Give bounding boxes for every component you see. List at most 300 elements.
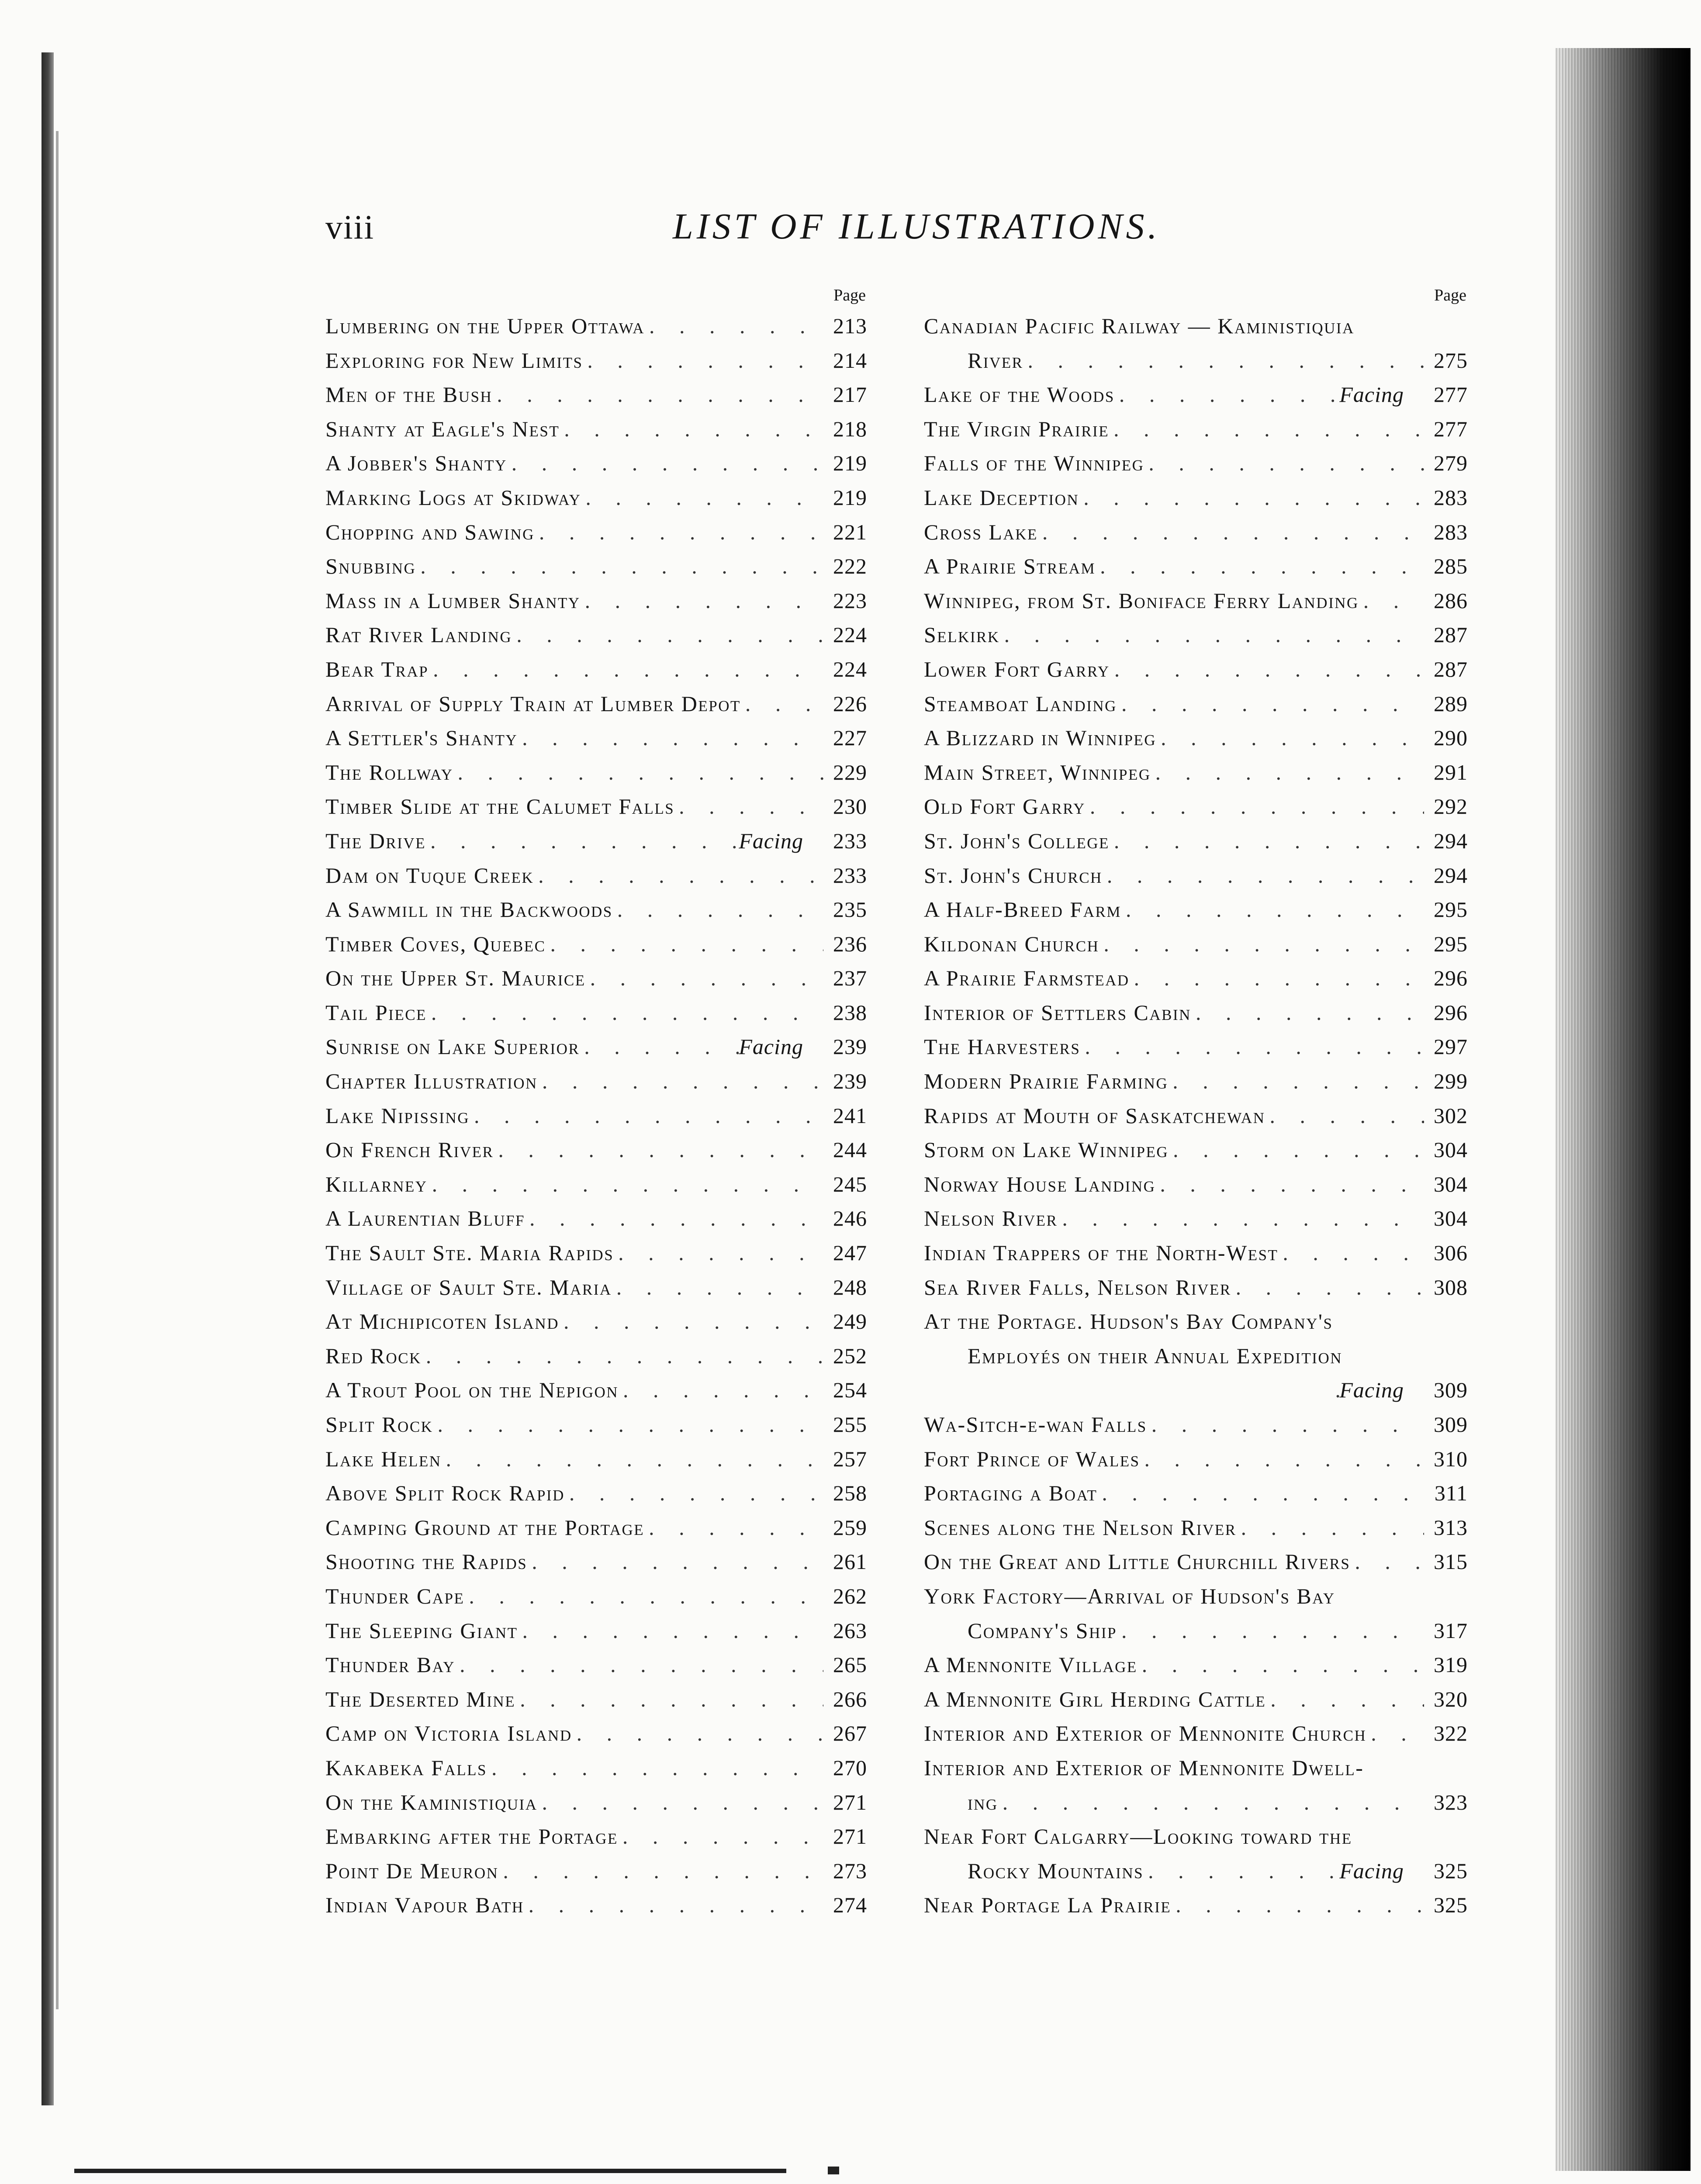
list-item [325,1751,867,1785]
entry-line [924,1407,1468,1442]
entry-page: 294 [1434,828,1468,853]
entry-title: Tail Piece [325,1000,427,1025]
list-item [325,721,867,755]
dot-leader [741,687,823,721]
dot-leader [487,1751,823,1785]
dot-leader [1117,687,1424,721]
entry-line [924,343,1468,378]
entry-page: 273 [833,1858,867,1883]
list-item [924,789,1468,824]
entry-page: 229 [833,760,867,784]
list-item [924,1648,1468,1682]
dot-leader [1110,824,1424,858]
entry-page: 325 [1434,1858,1468,1883]
entry-title: Indian Trappers of the North-West [924,1241,1279,1265]
entry-line [325,927,867,961]
entry-page: 271 [833,1790,867,1814]
list-item [325,480,867,515]
dot-leader [1331,1373,1339,1407]
entry-title: Portaging a Boat [924,1481,1098,1506]
entry-line [924,1476,1468,1510]
entry-title: Modern Prairie Farming [924,1069,1169,1094]
entry-line [325,377,867,412]
entry-line [325,892,867,927]
entry-title: A Mennonite Girl Herding Cattle [924,1686,1266,1711]
entry-page: 296 [1434,1000,1468,1025]
entry-title: A Half-Breed Farm [924,897,1122,922]
entry-page: 309 [1434,1378,1468,1403]
entry-line [924,446,1468,480]
entry-page: 287 [1434,657,1468,681]
list-item [924,1270,1468,1305]
dot-leader [614,1236,823,1270]
entry-line [924,1133,1468,1167]
entry-line [325,1030,867,1064]
list-item [924,1201,1468,1236]
entry-title: Kakabeka Falls [325,1755,487,1780]
entry-title: Shooting the Rapids [325,1549,528,1574]
entry-page: 239 [833,1034,867,1059]
dot-leader [453,755,823,790]
dot-leader [507,446,823,480]
list-item [924,1716,1468,1751]
list-item [325,1819,867,1854]
entry-line [325,1888,867,1922]
entry-title: Interior and Exterior of Mennonite Dwell- [924,1755,1364,1780]
left-binding-shadow [41,52,54,2105]
entry-line [325,824,867,858]
entry-line [924,961,1468,995]
entry-page: 325 [1434,1893,1468,1918]
list-item [924,480,1468,515]
list-item [325,892,867,927]
dot-leader [1265,1099,1424,1133]
entry-line [325,1270,867,1305]
dot-leader [1191,995,1424,1030]
entry-page: 274 [833,1893,867,1918]
dot-leader [1130,961,1424,995]
dot-leader [1144,1854,1339,1888]
entry-line [325,1579,867,1614]
page-column-heading: Page [833,286,866,304]
dot-leader [559,1304,823,1339]
entry-page: 302 [1434,1103,1468,1128]
list-item [924,961,1468,995]
illustration-list-left [325,309,867,1922]
entry-line [924,618,1468,652]
entry-line [924,1030,1468,1064]
entry-title: A Trout Pool on the Nepigon [325,1378,619,1403]
dot-leader [1096,549,1424,584]
entry-line [325,789,867,824]
entry-page: 235 [833,897,867,922]
entry-page: 297 [1434,1034,1468,1059]
entry-line [924,1888,1468,1922]
dot-leader [1231,1270,1424,1305]
dot-leader [534,858,823,893]
list-item [924,1064,1468,1099]
entry-line [325,721,867,755]
entry-title: A Settler's Shanty [325,726,518,750]
entry-title: The Deserted Mine [325,1686,516,1711]
dot-leader [492,377,823,412]
entry-line [325,1201,867,1236]
entry-page: 304 [1434,1171,1468,1196]
dot-leader [512,618,823,652]
entry-line [924,1339,1468,1373]
entry-title: A Sawmill in the Backwoods [325,897,613,922]
entry-page: 304 [1434,1206,1468,1231]
entry-line [924,1373,1468,1407]
entry-title: Winnipeg, from St. Boniface Ferry Landing [924,588,1359,613]
list-item [325,343,867,378]
list-item [325,1854,867,1888]
entry-title: Chopping and Sawing [325,519,535,544]
entry-line [325,1854,867,1888]
entry-page: 313 [1434,1515,1468,1540]
list-item [924,824,1468,858]
entry-page: 213 [833,314,867,338]
entry-line [325,1785,867,1820]
entry-page: 219 [833,451,867,476]
entry-page: 257 [833,1446,867,1471]
list-item [325,1373,867,1407]
dot-leader [1000,618,1424,652]
entry-line [325,1442,867,1476]
list-item [924,1682,1468,1717]
entry-line [325,1682,867,1717]
entry-title: Lake Helen [325,1446,442,1471]
entry-title: Interior of Settlers Cabin [924,1000,1191,1025]
list-item [325,1476,867,1510]
list-item [924,721,1468,755]
dot-leader [494,1133,823,1167]
list-item [325,789,867,824]
facing-label: Facing [1339,1378,1404,1403]
left-binding-edge [56,131,59,2009]
entry-title: Dam on Tuque Creek [325,863,534,888]
entry-page: 310 [1434,1446,1468,1471]
dot-leader [1278,1236,1424,1270]
dot-leader [1155,1167,1424,1202]
entry-title: On the Great and Little Churchill Rivers [924,1549,1351,1574]
entry-line [924,412,1468,446]
dot-leader [464,1579,823,1614]
entry-title-continued: Employés on their Annual Expedition [968,1343,1343,1368]
entry-page: 245 [833,1171,867,1196]
entry-title: Thunder Cape [325,1583,465,1608]
entry-title: The Sleeping Giant [325,1618,518,1643]
entry-page: 238 [833,1000,867,1025]
page-title: LIST OF ILLUSTRATIONS. [673,206,1161,247]
entry-title: Exploring for New Limits [325,348,583,373]
dot-leader [498,1854,823,1888]
list-item [325,927,867,961]
entry-line [924,1751,1468,1785]
entry-line [924,1716,1468,1751]
list-item [924,1579,1468,1648]
entry-page: 283 [1434,519,1468,544]
list-item [325,446,867,480]
entry-title: A Jobber's Shanty [325,451,507,476]
entry-line [924,995,1468,1030]
dot-leader [422,1339,823,1373]
entry-title: Split Rock [325,1412,433,1437]
right-column [924,282,1468,1922]
entry-line [325,618,867,652]
dot-leader [618,1819,823,1854]
list-item [924,755,1468,790]
entry-page: 292 [1434,794,1468,819]
entry-line [924,1682,1468,1717]
entry-line [924,1099,1468,1133]
entry-page: 221 [833,519,867,544]
list-item [924,1545,1468,1579]
dot-leader [1237,1510,1424,1545]
list-item [924,618,1468,652]
list-item [325,687,867,721]
entry-title: Rat River Landing [325,622,512,647]
entry-page: 223 [833,588,867,613]
entry-title: At Michipicoten Island [325,1309,559,1334]
list-item [924,446,1468,480]
entry-page: 320 [1434,1686,1468,1711]
list-item [924,584,1468,618]
entry-line [325,1510,867,1545]
dot-leader [525,1201,823,1236]
list-item [924,1476,1468,1510]
entry-line [325,480,867,515]
entry-title: The Harvesters [924,1034,1081,1059]
entry-title: Marking Logs at Skidway [325,485,581,510]
dot-leader [586,961,823,995]
entry-line [325,584,867,618]
dot-leader [1366,1716,1424,1751]
entry-page: 236 [833,931,867,956]
entry-title: St. John's College [924,828,1110,853]
dot-leader [1168,1064,1424,1099]
bottom-page-edge [74,2169,786,2173]
entry-line [924,755,1468,790]
dot-leader [998,1785,1424,1820]
entry-page: 323 [1434,1790,1468,1814]
entry-page: 237 [833,966,867,991]
entry-page: 224 [833,622,867,647]
dot-leader [1109,412,1424,446]
entry-page: 309 [1434,1412,1468,1437]
entry-line [924,892,1468,927]
list-item [325,1201,867,1236]
entry-line [924,1270,1468,1305]
entry-title: At the Portage. Hudson's Bay Company's [924,1309,1333,1334]
entry-page: 283 [1434,485,1468,510]
facing-label: Facing [739,1034,803,1059]
list-item [325,1648,867,1682]
entry-title: Canadian Pacific Railway — Kaministiquia [924,314,1355,338]
dot-leader [1086,789,1424,824]
entry-title: Indian Vapour Bath [325,1893,524,1918]
entry-page: 277 [1434,416,1468,441]
list-item [924,892,1468,927]
list-item [325,549,867,584]
entry-title: Old Fort Garry [924,794,1086,819]
dot-leader [538,1785,824,1820]
list-item [924,309,1468,377]
entry-line [924,377,1468,412]
entry-title: A Prairie Farmstead [924,966,1130,991]
entry-title: Chapter Illustration [325,1069,538,1094]
list-item [325,1167,867,1202]
entry-title: Red Rock [325,1343,422,1368]
entry-title: The Sault Ste. Maria Rapids [325,1241,614,1265]
entry-line [924,549,1468,584]
entry-page: 255 [833,1412,867,1437]
dot-leader [535,515,823,549]
entry-page: 258 [833,1481,867,1506]
dot-leader [1147,1407,1424,1442]
dot-leader [433,1407,823,1442]
entry-title: Nelson River [924,1206,1058,1231]
dot-leader [546,927,823,961]
list-item [924,995,1468,1030]
entry-line [325,1614,867,1648]
entry-line [325,755,867,790]
entry-page: 261 [833,1549,867,1574]
list-item [325,1682,867,1717]
entry-title: A Mennonite Village [924,1652,1137,1677]
list-item [325,1579,867,1614]
entry-line [325,995,867,1030]
entry-page: 290 [1434,726,1468,750]
list-item [325,824,867,858]
dot-leader [416,549,823,584]
entry-line [325,1476,867,1510]
entry-title: Point De Meuron [325,1858,499,1883]
dot-leader [1151,755,1424,790]
list-item [325,1785,867,1820]
list-item [924,1407,1468,1442]
entry-page: 248 [833,1275,867,1299]
list-item [924,412,1468,446]
entry-title: Steamboat Landing [924,691,1117,716]
entry-line [924,1201,1468,1236]
entry-line [924,1304,1468,1339]
entry-title: The Drive [325,828,426,853]
entry-page: 233 [833,828,867,853]
list-item [325,995,867,1030]
list-item [924,687,1468,721]
dot-leader [1266,1682,1424,1717]
entry-page: 319 [1434,1652,1468,1677]
entry-title: Selkirk [924,622,1000,647]
entry-line [325,412,867,446]
entry-page: 294 [1434,863,1468,888]
entry-line [325,1751,867,1785]
entry-line [325,1236,867,1270]
list-item [325,584,867,618]
entry-title: Sea River Falls, Nelson River [924,1275,1231,1299]
entry-title: Kildonan Church [924,931,1099,956]
dot-leader [470,1099,823,1133]
entry-title: Main Street, Winnipeg [924,760,1151,784]
dot-leader [1079,480,1424,515]
list-item [325,412,867,446]
dot-leader [583,343,823,378]
dot-leader [1103,858,1424,893]
entry-title: Fort Prince of Wales [924,1446,1140,1471]
list-item [325,858,867,893]
list-item [325,1442,867,1476]
entry-title: Wa-Sitch-e-wan Falls [924,1412,1147,1437]
dot-leader [1058,1201,1424,1236]
entry-line [924,652,1468,687]
entry-title: Near Portage La Prairie [924,1893,1172,1918]
dot-leader [1171,1888,1424,1922]
entry-title: Embarking after the Portage [325,1824,618,1849]
dot-leader [428,1167,823,1202]
dot-leader [1156,721,1424,755]
list-item [325,309,867,343]
dot-leader [1038,515,1424,549]
list-item [325,755,867,790]
entry-line [924,480,1468,515]
page-column-heading: Page [1434,286,1466,304]
entry-page: 304 [1434,1137,1468,1162]
dot-leader [442,1442,824,1476]
dot-leader [1121,892,1424,927]
list-item [325,1339,867,1373]
list-item [325,1133,867,1167]
entry-line [325,446,867,480]
list-item [325,1407,867,1442]
entry-page: 295 [1434,931,1468,956]
entry-title-continued: Company's Ship [968,1618,1117,1643]
dot-leader [1117,1614,1424,1648]
dot-leader [581,584,823,618]
dot-leader [644,1510,823,1545]
entry-page: 263 [833,1618,867,1643]
entry-title: Sunrise on Lake Superior [325,1034,580,1059]
facing-label: Facing [1339,1858,1404,1883]
entry-line [924,1510,1468,1545]
entry-page: 262 [833,1583,867,1608]
dot-leader [527,1545,823,1579]
entry-page: 241 [833,1103,867,1128]
list-item [924,652,1468,687]
entry-page: 227 [833,726,867,750]
entry-line [924,1854,1468,1888]
list-item [924,1030,1468,1064]
list-item [924,1442,1468,1476]
entry-title: A Prairie Stream [924,554,1096,579]
entry-page: 244 [833,1137,867,1162]
entry-page: 271 [833,1824,867,1849]
dot-leader [612,1270,823,1305]
list-item [325,1064,867,1099]
left-column [325,282,867,1922]
entry-line [325,515,867,549]
entry-line [325,1648,867,1682]
list-item [325,377,867,412]
entry-title: Lumbering on the Upper Ottawa [325,314,645,338]
entry-title: Men of the Bush [325,382,493,407]
dot-leader [1099,927,1424,961]
entry-page: 279 [1434,451,1468,476]
entry-line [924,687,1468,721]
list-item [924,1304,1468,1407]
entry-line [924,1579,1468,1614]
dot-leader [1080,1030,1424,1064]
